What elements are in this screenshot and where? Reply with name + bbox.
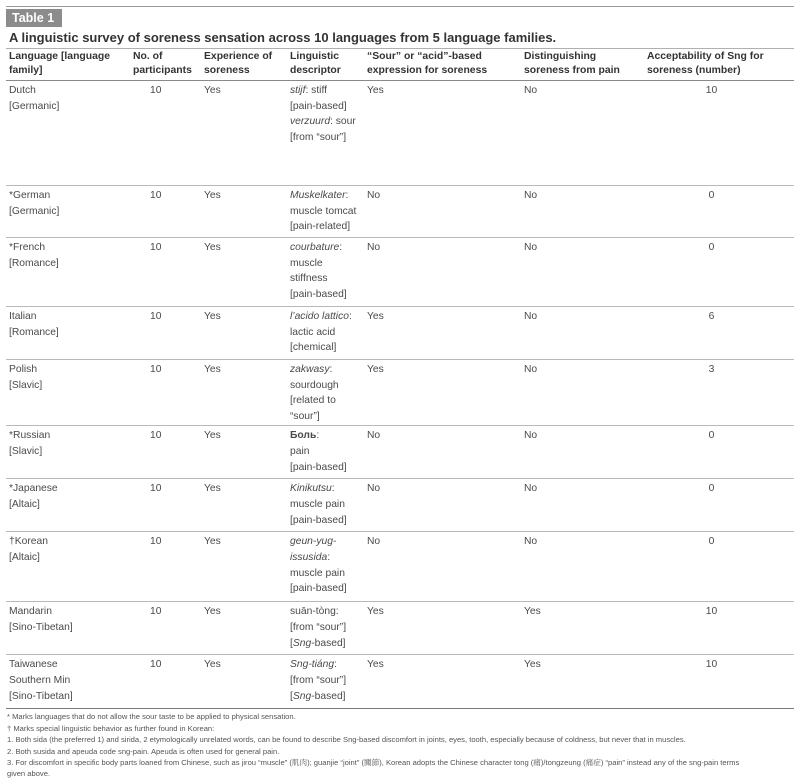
sour-expression-cell xyxy=(364,307,521,360)
experience-cell xyxy=(201,532,287,602)
acceptability-cell xyxy=(644,238,794,307)
descriptor-text: -based] xyxy=(311,637,346,649)
descriptor-text: : xyxy=(327,551,331,563)
sour-expression-value: Yes xyxy=(367,85,384,96)
header-descriptor: Linguistic descriptor xyxy=(287,49,364,81)
descriptor-cell xyxy=(287,532,364,602)
descriptor-text: geun-yug- xyxy=(290,536,337,548)
descriptor-text: lactic acid xyxy=(290,326,336,338)
descriptor-text: “sour”] xyxy=(290,410,320,422)
language-name: *Russian xyxy=(9,430,51,442)
descriptor-text: courbature xyxy=(290,242,340,253)
participants-cell xyxy=(130,655,201,709)
experience-cell xyxy=(201,81,287,186)
table-row xyxy=(6,81,794,186)
participants-value: 10 xyxy=(150,659,162,671)
participants-value: 10 xyxy=(150,190,162,201)
descriptor-cell xyxy=(287,238,364,307)
acceptability-cell xyxy=(644,532,794,602)
descriptor-text: : xyxy=(331,483,335,495)
descriptor-cell xyxy=(287,360,364,426)
sour-expression-value: No xyxy=(367,536,381,548)
header-experience: Experience of soreness xyxy=(201,49,287,81)
acceptability-cell xyxy=(644,81,794,186)
header-sour-expression: “Sour” or “acid”-based expression for soreness xyxy=(364,49,521,81)
distinguishing-value: No xyxy=(524,85,538,96)
participants-value: 10 xyxy=(150,483,162,495)
descriptor-text: Sng xyxy=(292,637,312,649)
distinguishing-cell xyxy=(521,307,644,360)
participants-cell xyxy=(130,479,201,532)
acceptability-cell xyxy=(644,307,794,360)
sour-expression-value: Yes xyxy=(367,364,384,375)
distinguishing-cell xyxy=(521,602,644,655)
sour-expression-cell xyxy=(364,238,521,307)
language-cell xyxy=(6,81,130,186)
language-name: †Korean xyxy=(9,536,48,548)
table-row xyxy=(6,238,794,307)
footnote-line: 2. Both susida and apeuda code sng-pain. Apeuda is often used for general pain. xyxy=(7,746,280,756)
distinguishing-cell xyxy=(521,532,644,602)
header-language: Language [language family] xyxy=(6,49,130,81)
participants-cell xyxy=(130,186,201,238)
footnote-line: given above. xyxy=(7,769,51,779)
language-cell xyxy=(6,655,130,709)
acceptability-cell xyxy=(644,479,794,532)
descriptor-text: sourdough xyxy=(290,379,339,391)
descriptor-text: verzuurd xyxy=(290,116,331,128)
descriptor-text: [pain-related] xyxy=(290,221,351,233)
language-family: [Altaic] xyxy=(9,551,40,563)
acceptability-value: 0 xyxy=(708,190,715,201)
descriptor-text: [ xyxy=(290,637,293,649)
distinguishing-cell xyxy=(521,360,644,426)
distinguishing-value: No xyxy=(524,536,538,548)
descriptor-cell xyxy=(287,655,364,709)
table-body xyxy=(6,81,794,709)
experience-value: Yes xyxy=(204,606,221,618)
table-row xyxy=(6,602,794,655)
descriptor-text: [from “sour”] xyxy=(290,674,347,686)
participants-value: 10 xyxy=(150,311,162,322)
language-name: *German xyxy=(9,190,51,201)
participants-cell xyxy=(130,360,201,426)
language-name: Mandarin xyxy=(9,606,52,618)
table-row xyxy=(6,360,794,426)
acceptability-value: 3 xyxy=(708,364,715,375)
language-cell xyxy=(6,186,130,238)
descriptor-text: : xyxy=(345,190,349,201)
language-family: [Slavic] xyxy=(9,379,43,391)
language-name: Italian xyxy=(9,311,37,322)
descriptor-text: [pain-based] xyxy=(290,514,347,526)
distinguishing-cell xyxy=(521,81,644,186)
table-row xyxy=(6,426,794,479)
distinguishing-cell xyxy=(521,186,644,238)
language-name: Taiwanese xyxy=(9,659,58,671)
descriptor-cell xyxy=(287,426,364,479)
descriptor-text: [pain-based] xyxy=(290,100,347,112)
language-cell xyxy=(6,360,130,426)
participants-value: 10 xyxy=(150,430,162,442)
acceptability-value: 0 xyxy=(708,483,715,495)
descriptor-text: muscle xyxy=(290,257,323,269)
distinguishing-cell xyxy=(521,426,644,479)
participants-cell xyxy=(130,238,201,307)
sour-expression-value: Yes xyxy=(367,659,384,671)
header-row xyxy=(6,49,794,81)
language-name: Polish xyxy=(9,364,38,375)
experience-cell xyxy=(201,426,287,479)
language-cell xyxy=(6,479,130,532)
table-footnotes xyxy=(7,711,794,779)
participants-cell xyxy=(130,602,201,655)
distinguishing-value: No xyxy=(524,190,538,201)
descriptor-text: [pain-based] xyxy=(290,583,347,595)
header-distinguishing: Distinguishing soreness from pain xyxy=(521,49,644,81)
descriptor-text: : xyxy=(329,364,333,375)
table-page xyxy=(6,6,794,780)
descriptor-text: stijf xyxy=(290,85,306,96)
language-family: [Romance] xyxy=(9,257,59,269)
sour-expression-cell xyxy=(364,479,521,532)
descriptor-cell xyxy=(287,479,364,532)
experience-value: Yes xyxy=(204,364,221,375)
table-row xyxy=(6,307,794,360)
descriptor-text: Muskelkater xyxy=(290,190,346,201)
descriptor-text: : sour xyxy=(330,116,356,128)
descriptor-text: Kinikutsu xyxy=(290,483,332,495)
descriptor-text: zakwasy xyxy=(290,364,330,375)
descriptor-text: [ xyxy=(290,690,293,702)
language-family: [Sino-Tibetan] xyxy=(9,621,73,633)
descriptor-text: Боль xyxy=(290,430,317,442)
sour-expression-value: Yes xyxy=(367,606,384,618)
descriptor-text: suān-tòng: xyxy=(290,606,339,618)
sour-expression-value: No xyxy=(367,430,381,442)
footnote-line: † Marks special linguistic behavior as further found in Korean: xyxy=(7,723,215,733)
sour-expression-cell xyxy=(364,655,521,709)
language-name: *French xyxy=(9,242,46,253)
language-cell xyxy=(6,426,130,479)
experience-value: Yes xyxy=(204,242,221,253)
language-family: [Romance] xyxy=(9,326,59,338)
table-row xyxy=(6,532,794,602)
descriptor-text: muscle pain xyxy=(290,498,345,510)
language-name: *Japanese xyxy=(9,483,58,495)
participants-cell xyxy=(130,426,201,479)
descriptor-text: [pain-based] xyxy=(290,461,347,473)
distinguishing-value: Yes xyxy=(524,659,541,671)
distinguishing-cell xyxy=(521,479,644,532)
descriptor-cell xyxy=(287,602,364,655)
language-cell xyxy=(6,532,130,602)
experience-value: Yes xyxy=(204,311,221,322)
header-participants: No. of participants xyxy=(130,49,201,81)
acceptability-cell xyxy=(644,360,794,426)
footnote-line: * Marks languages that do not allow the sour taste to be applied to physical sensation. xyxy=(7,712,296,722)
participants-cell xyxy=(130,81,201,186)
descriptor-text: l’acido lattico xyxy=(290,311,349,322)
experience-value: Yes xyxy=(204,536,221,548)
sour-expression-value: No xyxy=(367,242,381,253)
survey-table xyxy=(6,48,794,709)
experience-cell xyxy=(201,238,287,307)
participants-cell xyxy=(130,532,201,602)
descriptor-cell xyxy=(287,307,364,360)
distinguishing-value: No xyxy=(524,364,538,375)
language-family: [Slavic] xyxy=(9,445,43,457)
descriptor-text: : xyxy=(316,430,320,442)
participants-value: 10 xyxy=(150,85,162,96)
language-family: [Altaic] xyxy=(9,498,40,510)
language-family: [Sino-Tibetan] xyxy=(9,690,73,702)
language-family: [Germanic] xyxy=(9,205,60,217)
footnote-line: 3. For discomfort in specific body parts loaned from Chinese, such as jirou “muscle” (肌肉); guanjie “joint” (關節), Korean adopts the Chinese character tong (痛)/tongzeung (痛症) “pain” instead any of the sng-pain terms xyxy=(7,758,740,767)
language-cell xyxy=(6,307,130,360)
sour-expression-value: No xyxy=(367,483,381,495)
language-cell xyxy=(6,602,130,655)
descriptor-text: : stiff xyxy=(305,85,328,96)
descriptor-cell xyxy=(287,186,364,238)
descriptor-text: issusida xyxy=(290,551,328,563)
table-label: Table 1 xyxy=(6,9,62,27)
acceptability-value: 10 xyxy=(705,606,718,618)
sour-expression-cell xyxy=(364,602,521,655)
descriptor-text: [chemical] xyxy=(290,342,337,354)
descriptor-text: pain xyxy=(290,445,310,457)
acceptability-value: 10 xyxy=(705,659,718,671)
distinguishing-value: No xyxy=(524,242,538,253)
experience-cell xyxy=(201,479,287,532)
descriptor-text: -based] xyxy=(311,690,346,702)
language-cell xyxy=(6,238,130,307)
sour-expression-value: Yes xyxy=(367,311,384,322)
distinguishing-value: No xyxy=(524,430,538,442)
participants-value: 10 xyxy=(150,536,162,548)
descriptor-cell xyxy=(287,81,364,186)
descriptor-text: [pain-based] xyxy=(290,288,347,300)
descriptor-text: Sng xyxy=(292,690,312,702)
participants-cell xyxy=(130,307,201,360)
sour-expression-cell xyxy=(364,81,521,186)
footnote-line: 1. Both sida (the preferred 1) and sirida, 2 etymologically unrelated words, can be found to describe Sng-based discomfort in joints, eyes, tooth, especially because of coldness, but never that in muscles. xyxy=(7,735,686,745)
header-acceptability: Acceptability of Sng for soreness (number) xyxy=(644,49,794,81)
descriptor-text: muscle pain xyxy=(290,567,345,579)
acceptability-cell xyxy=(644,602,794,655)
acceptability-value: 10 xyxy=(705,85,718,96)
experience-value: Yes xyxy=(204,85,221,96)
experience-cell xyxy=(201,360,287,426)
acceptability-value: 6 xyxy=(708,311,715,322)
table-row xyxy=(6,186,794,238)
descriptor-text: [from “sour”] xyxy=(290,621,347,633)
descriptor-text: [from “sour”] xyxy=(290,131,347,143)
table-row xyxy=(6,479,794,532)
descriptor-text: : xyxy=(334,659,337,671)
descriptor-text: : xyxy=(339,242,343,253)
sour-expression-cell xyxy=(364,532,521,602)
distinguishing-value: No xyxy=(524,311,538,322)
experience-value: Yes xyxy=(204,659,221,671)
distinguishing-cell xyxy=(521,238,644,307)
distinguishing-value: Yes xyxy=(524,606,541,618)
participants-value: 10 xyxy=(150,606,162,618)
sour-expression-cell xyxy=(364,186,521,238)
acceptability-cell xyxy=(644,426,794,479)
experience-value: Yes xyxy=(204,483,221,495)
descriptor-text: stiffness xyxy=(290,273,328,285)
experience-cell xyxy=(201,602,287,655)
acceptability-value: 0 xyxy=(708,430,715,442)
sour-expression-cell xyxy=(364,360,521,426)
descriptor-text: : xyxy=(348,311,352,322)
experience-cell xyxy=(201,186,287,238)
participants-value: 10 xyxy=(150,242,162,253)
descriptor-text: Sng-tiáng xyxy=(290,659,335,671)
table-row xyxy=(6,655,794,709)
language-name: Dutch xyxy=(9,85,36,96)
experience-value: Yes xyxy=(204,430,221,442)
sour-expression-value: No xyxy=(367,190,381,201)
experience-value: Yes xyxy=(204,190,221,201)
acceptability-cell xyxy=(644,186,794,238)
table-caption: A linguistic survey of soreness sensation across 10 languages from 5 language families. xyxy=(9,30,557,45)
top-rule xyxy=(6,6,794,7)
acceptability-value: 0 xyxy=(708,536,715,548)
sour-expression-cell xyxy=(364,426,521,479)
acceptability-cell xyxy=(644,655,794,709)
distinguishing-value: No xyxy=(524,483,538,495)
acceptability-value: 0 xyxy=(708,242,715,253)
distinguishing-cell xyxy=(521,655,644,709)
language-name-cont: Southern Min xyxy=(9,674,71,686)
participants-value: 10 xyxy=(150,364,162,375)
descriptor-text: [related to xyxy=(290,395,336,407)
descriptor-text: muscle tomcat xyxy=(290,205,357,217)
language-family: [Germanic] xyxy=(9,100,60,112)
experience-cell xyxy=(201,307,287,360)
experience-cell xyxy=(201,655,287,709)
